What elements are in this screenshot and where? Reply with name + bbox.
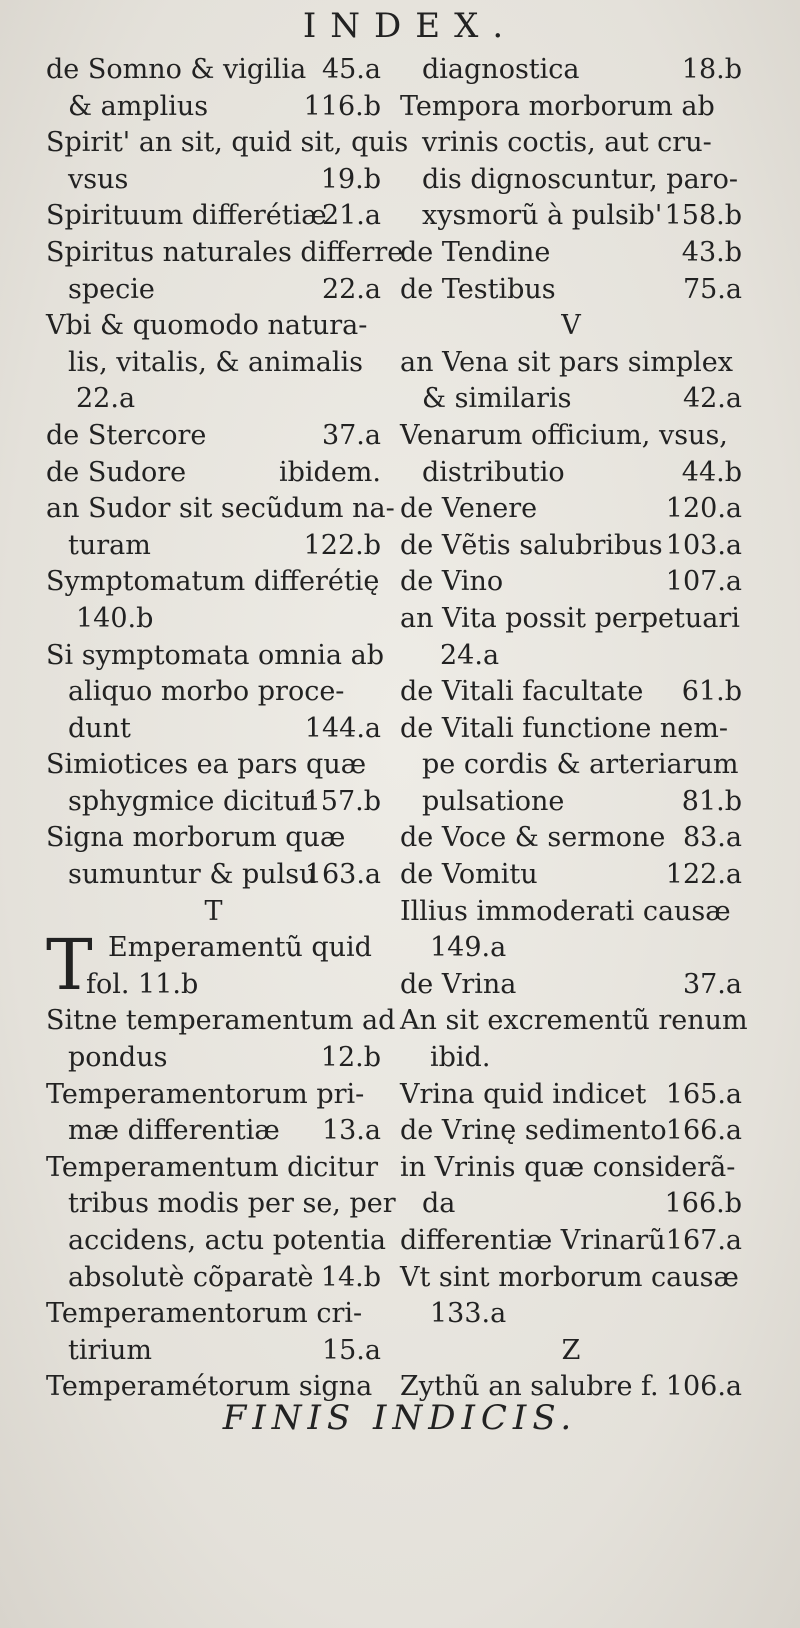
- entry-text: Signa morborum quæ: [46, 822, 346, 854]
- index-entry: [46, 674, 381, 711]
- entry-text: 22.a: [76, 383, 136, 415]
- index-entry: [46, 638, 384, 675]
- index-column-left: [46, 52, 409, 1406]
- entry-text: 149.a: [430, 932, 507, 964]
- entry-reference: 122.b: [303, 529, 381, 561]
- entry-reference: 157.b: [303, 785, 381, 817]
- index-entry: [400, 162, 742, 199]
- entry-text: aliquo morbo proce-: [68, 676, 345, 708]
- page-header: INDEX.: [302, 6, 518, 46]
- index-entry: [46, 1003, 396, 1040]
- index-entry: [46, 198, 381, 235]
- index-entry: [46, 1223, 387, 1260]
- entry-text: ibid.: [430, 1042, 491, 1074]
- index-entry: [400, 601, 742, 638]
- entry-text: de Vrina: [400, 968, 517, 1000]
- entry-text: An sit excrementũ renum: [400, 1005, 748, 1037]
- entry-text: vsus: [68, 163, 129, 195]
- index-entry: [400, 1040, 742, 1077]
- entry-text: distributio: [422, 456, 565, 488]
- entry-reference: 15.a: [321, 1334, 381, 1366]
- index-entry: [400, 125, 742, 162]
- index-entry: [46, 52, 381, 89]
- index-entry: [46, 747, 381, 784]
- entry-reference: 103.a: [665, 529, 742, 561]
- entry-text: sphygmice dicitur: [68, 785, 314, 817]
- entry-reference: 13.a: [321, 1115, 381, 1147]
- entry-text: de Vomitu: [400, 859, 538, 891]
- index-entry: [400, 52, 742, 89]
- entry-text: tirium: [68, 1334, 153, 1366]
- entry-text: tribus modis per se, per: [68, 1188, 396, 1220]
- entry-text: de Tendine: [400, 236, 551, 268]
- entry-text: Tempora morborum ab: [400, 90, 715, 122]
- entry-text: Emperamentũ quid: [108, 932, 372, 964]
- entry-reference: 22.a: [321, 273, 381, 305]
- index-entry: [400, 638, 742, 675]
- index-entry: [46, 89, 381, 126]
- entry-text: Sitne temperamentum ad: [46, 1005, 396, 1037]
- entry-text: T: [204, 895, 223, 927]
- entry-text: 140.b: [76, 602, 154, 634]
- index-entry: [400, 345, 742, 382]
- index-entry: [46, 601, 381, 638]
- index-entry: [400, 857, 742, 894]
- entry-text: da: [422, 1188, 456, 1220]
- entry-reference: 37.a: [321, 419, 381, 451]
- entry-reference: 37.a: [682, 968, 742, 1000]
- index-entry: [46, 1150, 381, 1187]
- entry-text: de Vitali functione nem-: [400, 712, 728, 744]
- entry-text: de Somno & vigilia: [46, 54, 307, 85]
- entry-reference: 18.b: [681, 54, 742, 85]
- entry-text: de Sudore: [46, 456, 187, 488]
- index-entry: [400, 198, 742, 235]
- entry-text: Spirituum differétiæ: [46, 200, 327, 232]
- entry-reference: 45.a: [321, 54, 381, 85]
- entry-text: Illius immoderati causæ: [400, 895, 731, 927]
- entry-text: vrinis coctis, aut cru-: [422, 127, 712, 159]
- entry-text: Vt sint morborum causæ: [400, 1261, 739, 1293]
- entry-text: de Testibus: [400, 273, 556, 305]
- entry-reference: 83.a: [682, 822, 742, 854]
- entry-text: differentiæ Vrinarũ: [400, 1225, 666, 1256]
- index-entry: [400, 1296, 742, 1333]
- index-entry: [46, 1296, 381, 1333]
- entry-reference: 107.a: [665, 566, 742, 598]
- index-entry: [46, 1077, 381, 1114]
- index-entry: [400, 1003, 748, 1040]
- entry-reference: 75.a: [682, 273, 742, 305]
- index-letter-heading: [400, 308, 742, 345]
- index-entry: [400, 674, 742, 711]
- index-entry: [400, 1186, 742, 1223]
- index-entry: [46, 528, 381, 565]
- entry-text: de Vẽtis salubribus: [400, 529, 663, 561]
- entry-text: xysmorũ à pulsib': [422, 200, 663, 232]
- entry-text: turam: [68, 529, 151, 561]
- entry-reference: 81.b: [681, 785, 742, 817]
- index-entry: [46, 345, 381, 382]
- entry-reference: 166.a: [665, 1115, 742, 1147]
- index-entry: [400, 1223, 742, 1260]
- entry-text: pondus: [68, 1042, 168, 1074]
- index-entry: [400, 894, 742, 931]
- index-entry: [400, 491, 742, 528]
- entry-reference: 116.b: [303, 90, 381, 122]
- index-entry: [46, 820, 381, 857]
- index-entry: [400, 967, 742, 1004]
- index-entry: [400, 1077, 742, 1114]
- index-entry: [46, 272, 381, 309]
- index-entry: [400, 1260, 742, 1297]
- entry-text: in Vrinis quæ considerã-: [400, 1151, 736, 1183]
- index-entry: [400, 711, 742, 748]
- index-column-right: [400, 52, 748, 1406]
- entry-text: de Voce & sermone: [400, 822, 666, 854]
- index-entry: [400, 455, 742, 492]
- index-entry: [46, 125, 409, 162]
- index-entry: [46, 967, 381, 1004]
- entry-text: mæ differentiæ: [68, 1115, 280, 1147]
- index-entry: [46, 162, 381, 199]
- entry-text: Spiritus naturales differre: [46, 236, 404, 268]
- entry-text: diagnostica: [422, 54, 580, 85]
- index-entry: [400, 820, 742, 857]
- entry-text: Si symptomata omnia ab: [46, 639, 384, 671]
- entry-reference: 163.a: [304, 859, 381, 891]
- entry-text: & similaris: [422, 383, 572, 415]
- entry-reference: 122.a: [665, 859, 742, 891]
- index-letter-heading: [400, 1333, 742, 1370]
- entry-reference: 144.a: [304, 712, 381, 744]
- index-entry: [400, 89, 742, 126]
- entry-text: dunt: [68, 712, 131, 744]
- index-entry: [46, 857, 381, 894]
- entry-text: fol. 11.b: [86, 968, 199, 1000]
- entry-text: sumuntur & pulsu: [68, 859, 317, 891]
- entry-text: V: [561, 310, 581, 342]
- entry-text: accidens, actu potentia: [68, 1225, 387, 1256]
- index-entry: [400, 528, 742, 565]
- entry-reference: 106.a: [665, 1371, 742, 1403]
- entry-reference: 166.b: [664, 1188, 742, 1220]
- entry-text: de Stercore: [46, 419, 207, 451]
- index-entry: [400, 418, 742, 455]
- index-entry: [46, 1040, 381, 1077]
- entry-reference: 167.a: [665, 1225, 742, 1256]
- entry-text: specie: [68, 273, 155, 305]
- entry-text: an Vita possit perpetuari: [400, 602, 740, 634]
- entry-reference: 158.b: [664, 200, 742, 232]
- entry-reference: 44.b: [681, 456, 742, 488]
- entry-text: pe cordis & arteriarum: [422, 749, 739, 781]
- index-letter-heading: [46, 894, 381, 931]
- entry-reference: 43.b: [681, 236, 742, 268]
- index-entry: [46, 1333, 381, 1370]
- index-entry: [400, 747, 742, 784]
- entry-text: de Vitali facultate: [400, 676, 644, 708]
- drop-cap: T: [46, 924, 93, 1007]
- entry-text: Temperamétorum signa: [46, 1371, 373, 1403]
- index-entry: [46, 784, 381, 821]
- entry-text: Spirit' an sit, quid sit, quis: [46, 127, 409, 159]
- entry-text: pulsatione: [422, 785, 565, 817]
- entry-text: Simiotices ea pars quæ: [46, 749, 367, 781]
- entry-text: Vbi & quomodo natura-: [46, 310, 368, 342]
- entry-text: 133.a: [430, 1298, 507, 1330]
- index-entry: [400, 564, 742, 601]
- index-entry: [46, 1113, 381, 1150]
- index-entry: [46, 381, 381, 418]
- entry-text: Z: [561, 1334, 581, 1366]
- index-entry: [46, 711, 381, 748]
- index-entry: [46, 455, 381, 492]
- entry-reference: 165.a: [665, 1078, 742, 1110]
- index-entry: [46, 308, 381, 345]
- entry-text: de Vrinę sedimento: [400, 1115, 667, 1147]
- entry-text: de Venere: [400, 493, 538, 525]
- index-entry: [46, 491, 395, 528]
- index-entry: [46, 1260, 381, 1297]
- index-entry: [46, 235, 404, 272]
- entry-text: Temperamentum dicitur: [46, 1151, 378, 1183]
- index-entry: [400, 784, 742, 821]
- entry-reference: 120.a: [665, 493, 742, 525]
- index-entry: [46, 1186, 396, 1223]
- entry-text: Zythũ an salubre f.: [400, 1371, 659, 1403]
- entry-text: Temperamentorum pri-: [46, 1078, 365, 1110]
- entry-reference: 19.b: [320, 163, 381, 195]
- index-entry: [400, 272, 742, 309]
- entry-text: dis dignoscuntur, paro-: [422, 163, 738, 195]
- colophon: FINIS INDICIS.: [222, 1398, 578, 1438]
- index-entry: [46, 418, 381, 455]
- entry-text: & amplius: [68, 90, 209, 122]
- index-entry: [400, 381, 742, 418]
- index-entry: [400, 235, 742, 272]
- entry-text: Symptomatum differétię: [46, 566, 380, 598]
- entry-text: Venarum officium, vsus,: [400, 419, 728, 451]
- entry-text: an Vena sit pars simplex: [400, 346, 734, 378]
- entry-reference: 21.a: [321, 200, 381, 232]
- index-entry: [400, 1113, 742, 1150]
- entry-text: an Sudor sit secũdum na-: [46, 493, 395, 525]
- index-entry: [46, 564, 381, 601]
- entry-reference: ibidem.: [278, 456, 381, 488]
- entry-reference: 42.a: [682, 383, 742, 415]
- entry-text: Vrina quid indicet: [400, 1078, 647, 1110]
- entry-text: absolutè cõparatè: [68, 1261, 314, 1293]
- entry-text: 24.a: [440, 639, 500, 671]
- entry-reference: 12.b: [320, 1042, 381, 1074]
- entry-text: de Vino: [400, 566, 504, 598]
- index-entry: [400, 930, 742, 967]
- entry-reference: 61.b: [681, 676, 742, 708]
- entry-text: Temperamentorum cri-: [46, 1298, 363, 1330]
- entry-reference: 14.b: [320, 1261, 381, 1293]
- index-entry: [400, 1150, 742, 1187]
- entry-text: lis, vitalis, & animalis: [68, 346, 363, 378]
